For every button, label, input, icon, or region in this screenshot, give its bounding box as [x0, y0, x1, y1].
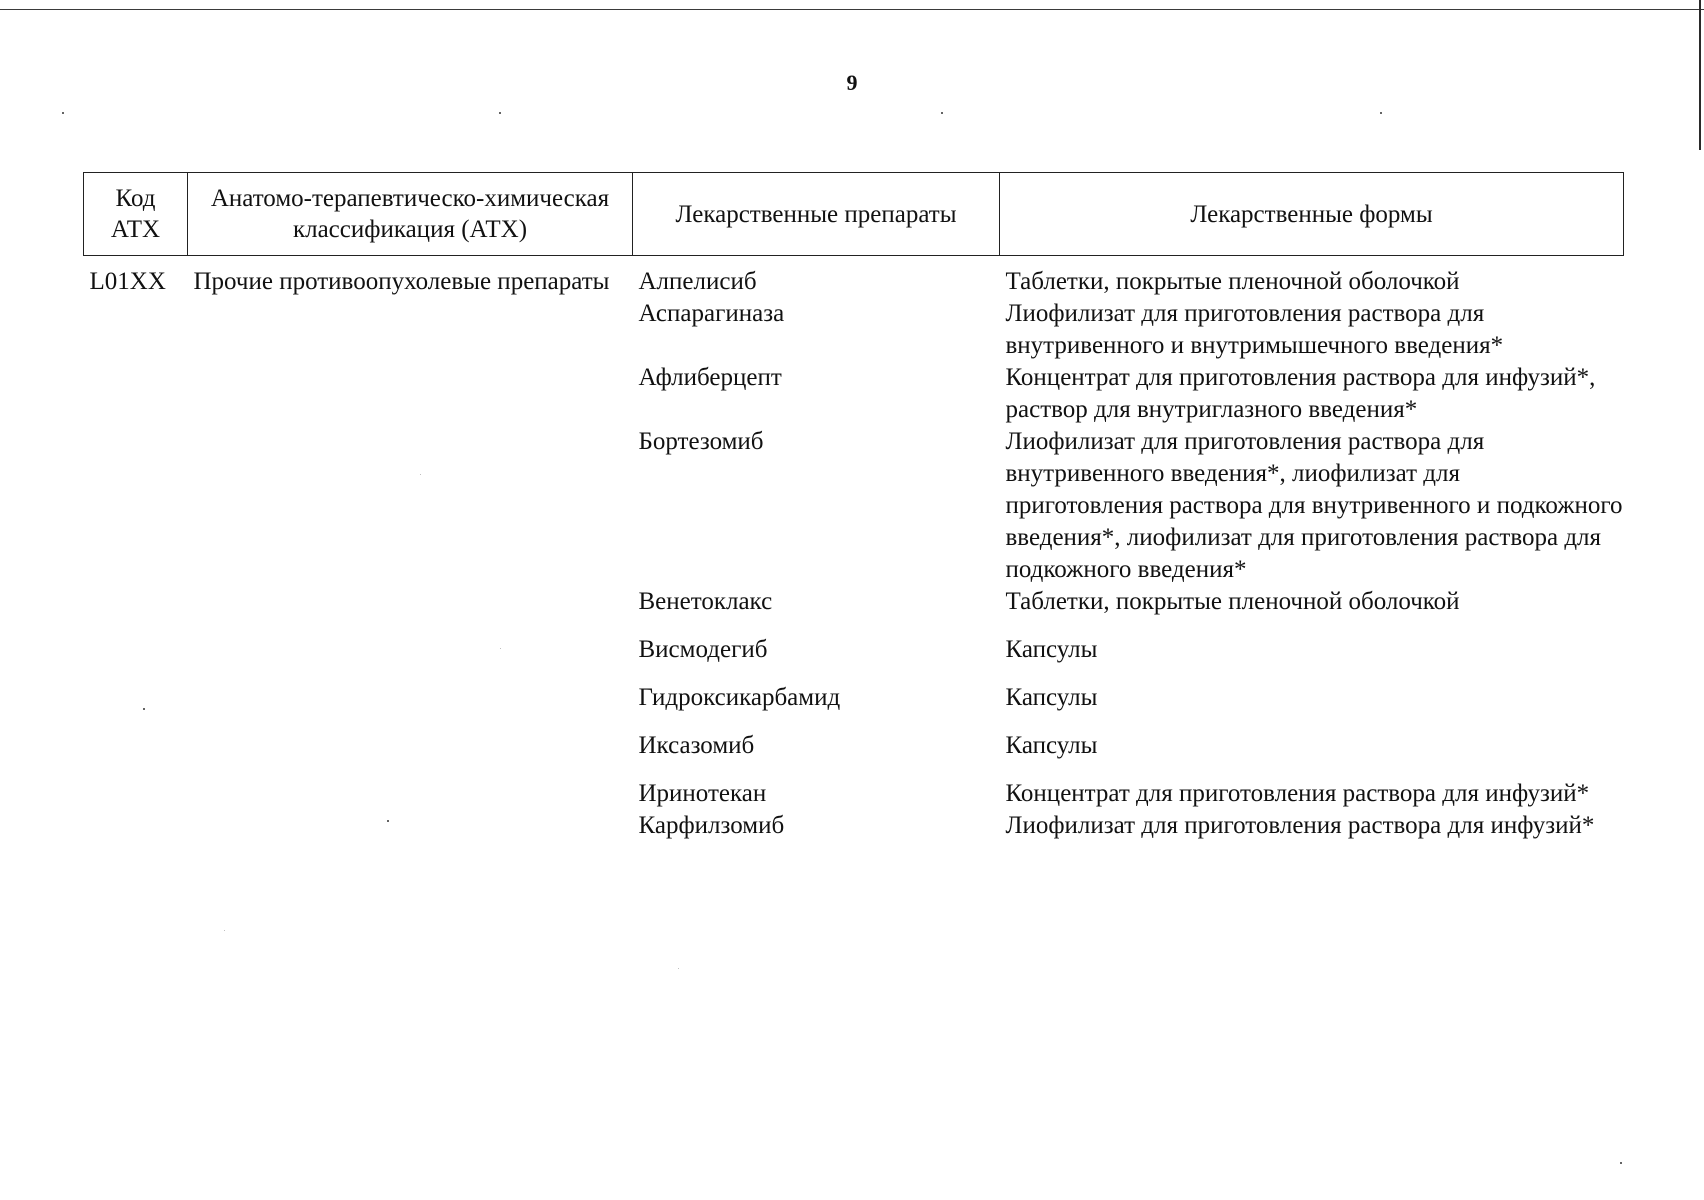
drug-name: Висмодегиб: [638, 636, 768, 663]
drug-name: Бортезомиб: [638, 428, 764, 455]
drug-name: Иринотекан: [638, 780, 767, 807]
dosage-form: Лиофилизат для приготовления раствора для инфузий*: [1005, 812, 1595, 839]
dosage-form: Концентрат для приготовления раствора для инфузий*, раствор для внутриглазного введения*: [1005, 364, 1596, 423]
scan-speck: [62, 112, 64, 114]
drug-name: Карфилзомиб: [638, 812, 785, 839]
drug-name: Иксазомиб: [638, 732, 755, 759]
dosage-form: Таблетки, покрытые пленочной оболочкой: [1005, 268, 1460, 295]
header-medications: Лекарственные препараты: [633, 173, 1000, 256]
dosage-form: Капсулы: [1005, 684, 1098, 711]
dosage-form: Лиофилизат для приготовления раствора для внутривенного и внутримышечного введения*: [1005, 300, 1504, 359]
header-atc-code: Код АТХ: [84, 173, 188, 256]
top-border-line: [0, 9, 1704, 10]
header-atc-classification: Анатомо-терапевтическо-химическая классификация (АТХ): [188, 173, 633, 256]
scan-speck: [1380, 112, 1382, 114]
medications-table: [83, 172, 1624, 842]
drug-name: Гидроксикарбамид: [638, 684, 841, 711]
dosage-form: Капсулы: [1005, 732, 1098, 759]
header-dosage-forms: Лекарственные формы: [1000, 173, 1624, 256]
dosage-form: Капсулы: [1005, 636, 1098, 663]
scan-speck: [224, 930, 225, 931]
dosage-form: Лиофилизат для приготовления раствора для внутривенного введения*, лиофилизат для приготовления раствора для внутривенного и подкожного введения*, лиофилизат для приготовления раствора для подкожного введения*: [1005, 428, 1623, 583]
group-classification: Прочие противоопухолевые препараты: [193, 268, 610, 295]
group-atc-code: L01XX: [89, 268, 166, 295]
table-row: [84, 256, 1624, 299]
drug-name: Афлиберцепт: [638, 364, 782, 391]
drug-name: Алпелисиб: [638, 268, 757, 295]
drug-name: Венетоклакс: [638, 588, 773, 615]
page-number: 9: [846, 70, 858, 95]
table-header-row: [84, 173, 1624, 256]
drug-name: Аспарагиназа: [638, 300, 785, 327]
scan-speck: [941, 112, 943, 114]
dosage-form: Таблетки, покрытые пленочной оболочкой: [1005, 588, 1460, 615]
scan-speck: [1620, 1162, 1622, 1164]
dosage-form: Концентрат для приготовления раствора для инфузий*: [1005, 780, 1590, 807]
scan-speck: [499, 112, 501, 114]
scan-speck: [678, 968, 679, 969]
